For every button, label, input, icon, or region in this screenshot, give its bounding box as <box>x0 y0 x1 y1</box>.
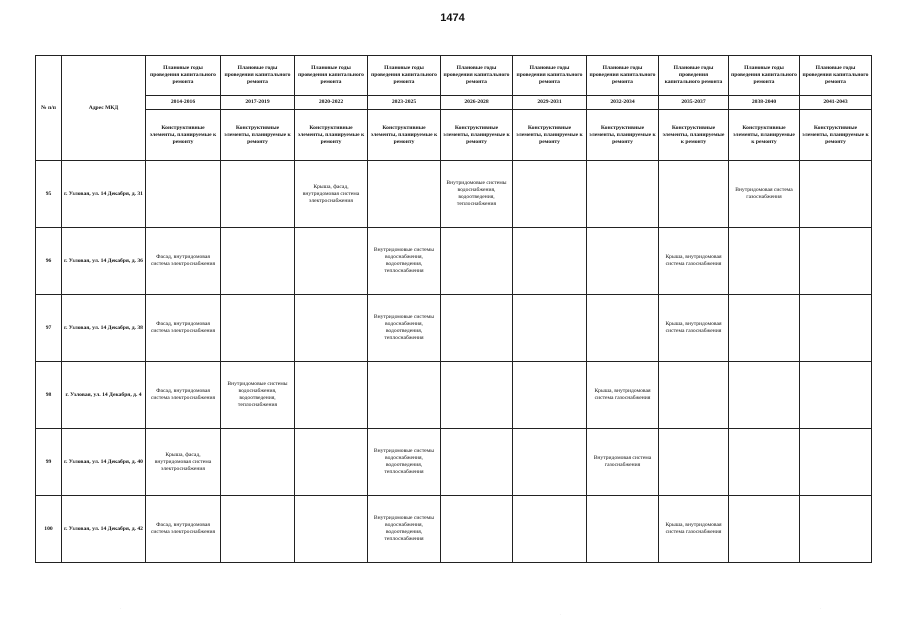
repair-cell: Крыша, фасад, внутридомовая система электроснабжения <box>146 429 221 496</box>
repair-cell <box>295 362 368 429</box>
repair-cell <box>587 228 659 295</box>
capital-repair-table <box>35 55 872 563</box>
repair-cell <box>800 295 872 362</box>
repair-cell: Фасад, внутридомовая система электроснабжения <box>146 362 221 429</box>
repair-cell <box>221 429 295 496</box>
planned-years-header: Плановые годы проведения капитального ремонта <box>800 56 872 96</box>
row-address: г. Узловая, ул. 14 Декабря, д. 40 <box>62 429 146 496</box>
row-address: г. Узловая, ул. 14 Декабря, д. 4 <box>62 362 146 429</box>
structural-elements-header: Конструктивные элементы, планируемые к ремонту <box>659 110 729 161</box>
structural-elements-header: Конструктивные элементы, планируемые к ремонту <box>221 110 295 161</box>
table-row <box>36 496 872 563</box>
repair-cell <box>513 496 587 563</box>
repair-cell: Внутридомовые системы водоснабжения, водоотведения, теплоснабжения <box>368 228 441 295</box>
planned-years-header: Плановые годы проведения капитального ремонта <box>295 56 368 96</box>
row-number: 99 <box>36 429 62 496</box>
row-address: г. Узловая, ул. 14 Декабря, д. 42 <box>62 496 146 563</box>
period-header: 2029-2031 <box>513 96 587 110</box>
repair-cell <box>729 362 800 429</box>
repair-cell <box>513 362 587 429</box>
table-row <box>36 161 872 228</box>
repair-cell: Внутридомовые системы водоснабжения, водоотведения, теплоснабжения <box>221 362 295 429</box>
planned-years-header: Плановые годы проведения капитального ремонта <box>587 56 659 96</box>
repair-cell <box>800 362 872 429</box>
repair-cell <box>295 228 368 295</box>
repair-cell <box>368 362 441 429</box>
repair-cell <box>441 295 513 362</box>
repair-cell <box>659 161 729 228</box>
table-row <box>36 429 872 496</box>
repair-cell: Фасад, внутридомовая система электроснабжения <box>146 496 221 563</box>
repair-cell <box>513 295 587 362</box>
structural-elements-header: Конструктивные элементы, планируемые к ремонту <box>368 110 441 161</box>
row-number: 98 <box>36 362 62 429</box>
repair-cell: Фасад, внутридомовая система электроснабжения <box>146 228 221 295</box>
repair-cell <box>729 228 800 295</box>
planned-years-header: Плановые годы проведения капитального ремонта <box>368 56 441 96</box>
repair-cell <box>800 429 872 496</box>
repair-cell <box>441 362 513 429</box>
repair-cell <box>587 295 659 362</box>
repair-cell: Крыша, внутридомовая система газоснабжения <box>659 496 729 563</box>
repair-cell <box>441 228 513 295</box>
repair-cell <box>800 496 872 563</box>
structural-elements-header: Конструктивные элементы, планируемые к ремонту <box>513 110 587 161</box>
row-address: г. Узловая, ул. 14 Декабря, д. 31 <box>62 161 146 228</box>
planned-years-header: Плановые годы проведения капитального ремонта <box>221 56 295 96</box>
structural-elements-header: Конструктивные элементы, планируемые к ремонту <box>441 110 513 161</box>
row-number: 100 <box>36 496 62 563</box>
repair-cell <box>221 295 295 362</box>
repair-cell: Внутридомовые системы водоснабжения, водоотведения, теплоснабжения <box>368 295 441 362</box>
period-header: 2041-2043 <box>800 96 872 110</box>
structural-elements-header: Конструктивные элементы, планируемые к ремонту <box>146 110 221 161</box>
row-number: 96 <box>36 228 62 295</box>
page-number: 1474 <box>440 12 465 24</box>
structural-elements-header: Конструктивные элементы, планируемые к ремонту <box>800 110 872 161</box>
structural-elements-header: Конструктивные элементы, планируемые к ремонту <box>587 110 659 161</box>
repair-cell: Внутридомовые системы водоснабжения, водоотведения, теплоснабжения <box>441 161 513 228</box>
repair-cell <box>800 228 872 295</box>
period-header: 2017-2019 <box>221 96 295 110</box>
period-header: 2023-2025 <box>368 96 441 110</box>
structural-elements-header: Конструктивные элементы, планируемые к ремонту <box>729 110 800 161</box>
planned-years-header: Плановые годы проведения капитального ремонта <box>513 56 587 96</box>
period-header: 2032-2034 <box>587 96 659 110</box>
planned-years-header: Плановые годы проведения капитального ремонта <box>441 56 513 96</box>
repair-cell: Крыша, внутридомовая система газоснабжения <box>659 295 729 362</box>
table-row <box>36 295 872 362</box>
repair-cell <box>729 295 800 362</box>
repair-cell <box>513 161 587 228</box>
repair-cell <box>729 496 800 563</box>
repair-cell <box>513 429 587 496</box>
repair-cell <box>729 429 800 496</box>
planned-years-header: Плановые годы проведения капитального ремонта <box>729 56 800 96</box>
repair-cell <box>221 161 295 228</box>
repair-cell: Крыша, фасад, внутридомовая система электроснабжения <box>295 161 368 228</box>
structural-elements-header: Конструктивные элементы, планируемые к ремонту <box>295 110 368 161</box>
repair-cell <box>513 228 587 295</box>
planned-years-header: Плановые годы проведения капитального ремонта <box>146 56 221 96</box>
repair-cell <box>587 161 659 228</box>
repair-cell <box>441 496 513 563</box>
scan-speck: · <box>560 612 562 617</box>
repair-cell <box>441 429 513 496</box>
repair-cell <box>221 496 295 563</box>
column-header-number: № п/п <box>36 56 62 161</box>
row-address: г. Узловая, ул. 14 Декабря, д. 36 <box>62 228 146 295</box>
repair-cell: Крыша, внутридомовая система газоснабжения <box>587 362 659 429</box>
repair-cell: Внутридомовая система газоснабжения <box>587 429 659 496</box>
repair-cell <box>368 161 441 228</box>
column-header-address: Адрес МКД <box>62 56 146 161</box>
repair-cell: Внутридомовые системы водоснабжения, водоотведения, теплоснабжения <box>368 429 441 496</box>
repair-cell: Фасад, внутридомовая система электроснабжения <box>146 295 221 362</box>
repair-cell <box>587 496 659 563</box>
repair-cell <box>295 429 368 496</box>
row-number: 97 <box>36 295 62 362</box>
period-header: 2014-2016 <box>146 96 221 110</box>
table-row <box>36 228 872 295</box>
repair-cell <box>800 161 872 228</box>
repair-cell: Внутридомовая система газоснабжения <box>729 161 800 228</box>
table-header <box>36 56 872 161</box>
period-header: 2038-2040 <box>729 96 800 110</box>
repair-cell: Внутридомовые системы водоснабжения, водоотведения, теплоснабжения <box>368 496 441 563</box>
repair-cell <box>295 295 368 362</box>
period-header: 2020-2022 <box>295 96 368 110</box>
row-address: г. Узловая, ул. 14 Декабря, д. 38 <box>62 295 146 362</box>
repair-cell <box>295 496 368 563</box>
repair-cell <box>146 161 221 228</box>
planned-years-header: Плановые годы проведения капитального ремонта <box>659 56 729 96</box>
period-header: 2026-2028 <box>441 96 513 110</box>
period-header: 2035-2037 <box>659 96 729 110</box>
table-body <box>36 161 872 563</box>
repair-cell: Крыша, внутридомовая система газоснабжения <box>659 228 729 295</box>
repair-cell <box>659 429 729 496</box>
scan-speck: · <box>120 606 122 611</box>
repair-cell <box>659 362 729 429</box>
table-row <box>36 362 872 429</box>
repair-cell <box>221 228 295 295</box>
scan-speck: · <box>820 606 822 611</box>
row-number: 95 <box>36 161 62 228</box>
